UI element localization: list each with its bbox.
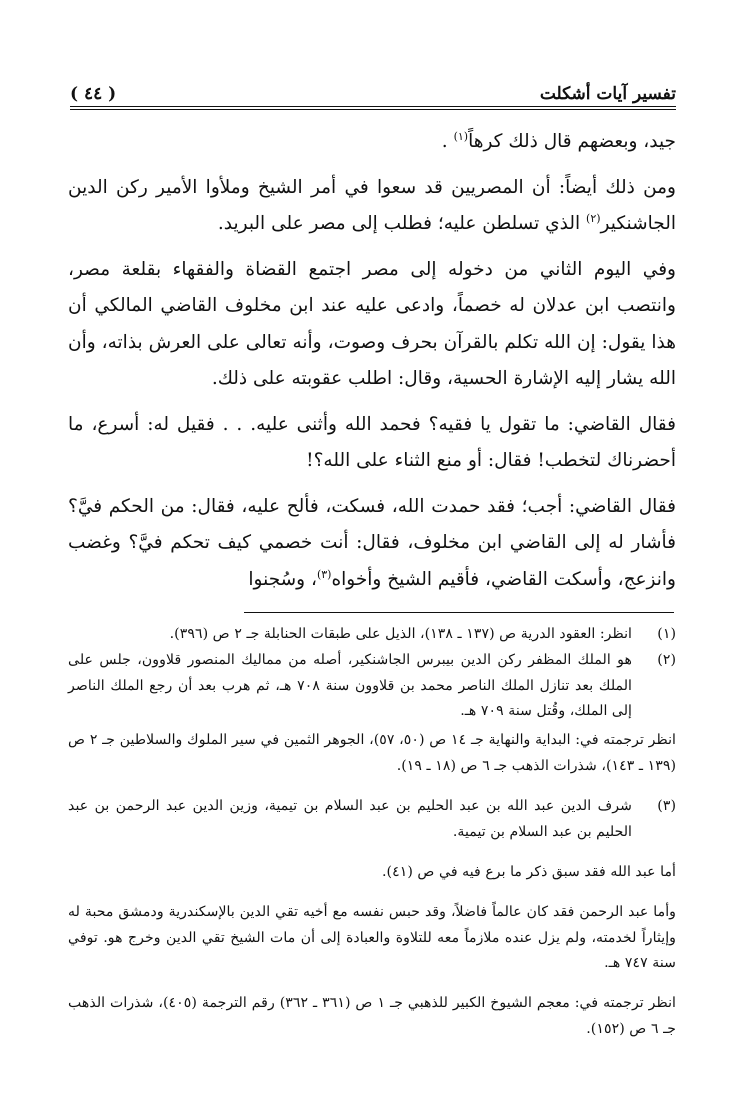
paragraph-3: وفي اليوم الثاني من دخوله إلى مصر اجتمع القضاة والفقهاء بقلعة مصر، وانتصب ابن عدلان له خصماً، وادعى عليه عند ابن مخلوف القاضي المالكي أن هذا يقول: إن الله تكلم بالقرآن بحرف وصوت، وأنه تعالى على العرش بذاته، وأن الله يشار إليه الإشارة الحسية، وقال: اطلب عقوبته على ذلك. bbox=[68, 258, 676, 389]
header-rule bbox=[70, 106, 676, 107]
header-rule-thin bbox=[70, 109, 676, 110]
footnote-3-abdullah: أما عبد الله فقد سبق ذكر ما برع فيه في ص (٤١). bbox=[382, 863, 676, 880]
footnote-separator bbox=[244, 612, 674, 613]
paragraph-1: جيد، وبعضهم قال ذلك كرهاً$^{(١)}$ . bbox=[441, 129, 676, 152]
footnote-text: شرف الدين عبد الله بن عبد الحليم بن عبد السلام بن تيمية، وزين الدين عبد الرحمن بن عبد الحليم بن عبد السلام بن تيمية. bbox=[68, 797, 632, 840]
footnotes bbox=[68, 622, 676, 1057]
footnote-3 bbox=[68, 794, 676, 846]
footnote-text: انظر: العقود الدرية ص (١٣٧ ـ ١٣٨)، الذيل على طبقات الحنابلة جـ ٢ ص (٣٩٦). bbox=[169, 626, 632, 642]
page-number: ( ٤٤ ) bbox=[70, 84, 117, 104]
paragraph-4: فقال القاضي: ما تقول يا فقيه؟ فحمد الله وأثنى عليه. . . فقيل له: أسرع، ما أحضرناك لتخطب! فقال: أو منع الثناء على الله؟! bbox=[68, 413, 676, 471]
footnote-ref-1: (١) bbox=[453, 129, 469, 143]
footnote-2 bbox=[68, 648, 676, 725]
footnote-number: (٣) bbox=[657, 797, 676, 814]
running-header bbox=[70, 76, 676, 104]
footnote-3-abdulrahman: وأما عبد الرحمن فقد كان عالماً فاضلاً، وقد حبس نفسه مع أخيه تقي الدين بالإسكندرية ودمشق محبة له وإيثاراً لخدمته، ولم يزل عنده ملازماً معه للتلاوة والعبادة إلى أن مات الشيخ تقي الدين وخرج هو. توفي سنة ٧٤٧ هـ. bbox=[68, 903, 676, 972]
footnote-number: (١) bbox=[657, 626, 676, 642]
paragraph-2: ومن ذلك أيضاً: أن المصريين قد سعوا في أمر الشيخ وملأوا الأمير ركن الدين الجاشنكير$^{(٢)}$ الذي تسلطن عليه؛ فطلب إلى مصر على البريد. bbox=[68, 176, 676, 234]
footnote-ref-3: (٣) bbox=[316, 567, 332, 581]
main-text bbox=[68, 124, 676, 598]
footnote-text: هو الملك المظفر ركن الدين بيبرس الجاشنكير، أصله من مماليك المنصور قلاوون، جلس على الملك بعد تنازل الملك الناصر محمد بن قلاوون سنة ٧٠٨ هـ، ثم هرب بعد أن رجع الملك الناصر إلى الملك، وقُتل سنة ٧٠٩ هـ. bbox=[68, 651, 632, 720]
paragraph-5: فقال القاضي: أجب؛ فقد حمدت الله، فسكت، فألح عليه، فقال: من الحكم فيَّ؟ فأشار له إلى القاضي ابن مخلوف، فقال: أنت خصمي كيف تحكم فيَّ؟ وغضب وانزعج، وأسكت القاضي، فأقيم الشيخ وأخواه$^{(٣)}$، وسُجنوا bbox=[68, 495, 676, 590]
footnote-2-sources: انظر ترجمته في: البداية والنهاية جـ ١٤ ص (٥٠، ٥٧)، الجوهر الثمين في سير الملوك والسلاطين جـ ٢ ص (١٣٩ ـ ١٤٣)، شذرات الذهب جـ ٦ ص (١٨ ـ ١٩). bbox=[68, 732, 676, 774]
footnote-1 bbox=[68, 622, 676, 648]
footnote-ref-2: (٢) bbox=[586, 211, 601, 225]
running-title: تفسير آيات أشكلت bbox=[539, 84, 676, 104]
footnote-number: (٢) bbox=[657, 651, 676, 668]
footnote-3-sources: انظر ترجمته في: معجم الشيوخ الكبير للذهبي جـ ١ ص (٣٦١ ـ ٣٦٢) رقم الترجمة (٤٠٥)، شذرات الذهب جـ ٦ ص (١٥٢). bbox=[68, 995, 676, 1038]
